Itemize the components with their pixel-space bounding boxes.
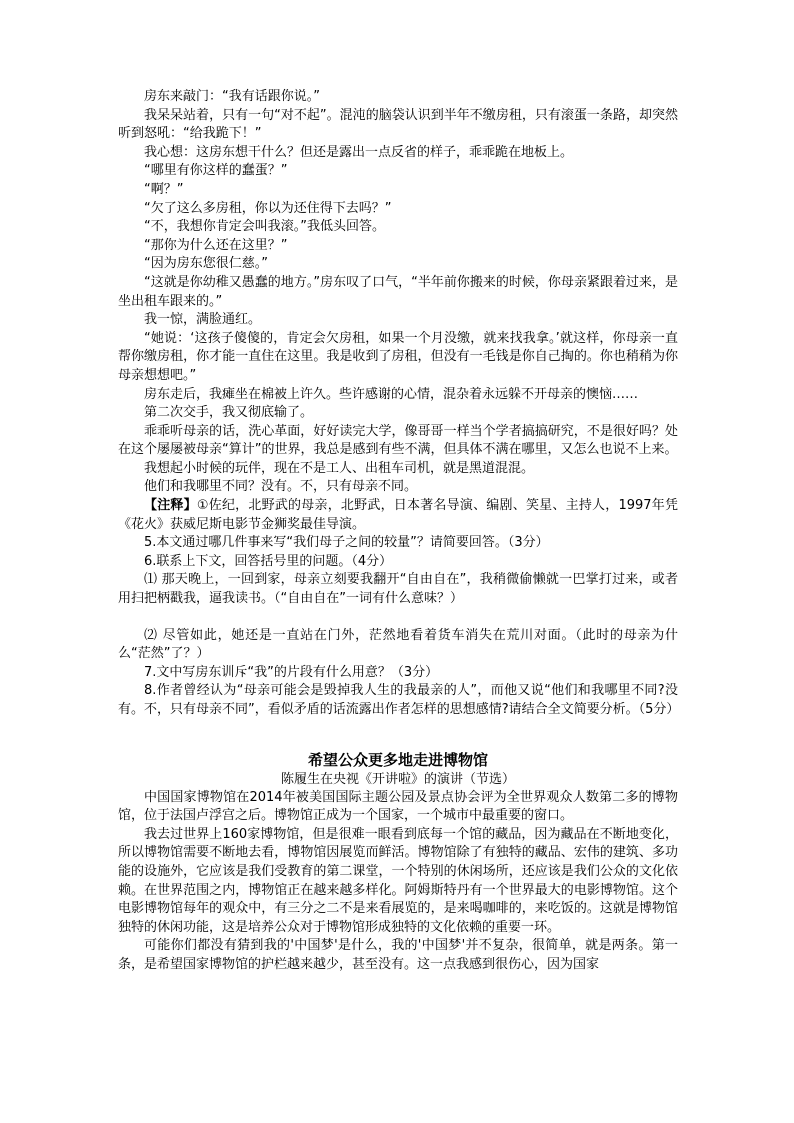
article-subtitle: 陈履生在央视《开讲啦》的演讲（节选） xyxy=(280,771,515,787)
story-section xyxy=(118,88,678,497)
question: 7.文中写房东训斥“我”的片段有什么用意？（3分） xyxy=(144,664,439,680)
question: 6.联系上下文，回答括号里的问题。（4分） xyxy=(144,553,393,569)
answer-space xyxy=(118,609,678,627)
question: ⑴ 那天晚上，一回到家，母亲立刻要我翻开“自由自在”，我稍微偷懒就一巴掌打过来，或者用扫把柄戳我，逼我读书。（“自由自在”一词有什么意味？） xyxy=(118,572,678,607)
note-text: ①佐纪，北野武的母亲，北野武，日本著名导演、编剧、笑星、主持人，1997年凭《花火》获威尼斯电影节金狮奖最佳导演。 xyxy=(118,498,678,532)
paragraph: 房东走后，我瘫坐在棉被上许久。些许感谢的心情，混杂着永远躲不开母亲的懊恼…… xyxy=(144,386,639,402)
paragraph: 我想起小时候的玩伴，现在不是工人、出租车司机，就是黑道混混。 xyxy=(144,460,535,476)
paragraph: “哪里有你这样的蠢蛋？” xyxy=(144,163,288,179)
paragraph: “啊？” xyxy=(144,181,184,197)
paragraph: 乖乖听母亲的话，洗心革面，好好读完大学，像哥哥一样当个学者搞搞研究，不是很好吗？处在这个屡屡被母亲“算计”的世界，我总是感到有些不满，但具体不满在哪里，又怎么也说不上来。 xyxy=(118,423,678,458)
paragraph: 房东来敲门：“我有话跟你说。” xyxy=(144,89,320,104)
questions-section xyxy=(118,534,678,719)
article-paragraph: 中国国家博物馆在2014年被美国国际主题公园及景点协会评为全世界观众人数第二多的博物馆，位于法国卢浮宫之后。博物馆正成为一个国家，一个城市中最重要的窗口。 xyxy=(118,789,678,824)
paragraph: “因为房东您很仁慈。” xyxy=(144,256,268,272)
article-section xyxy=(118,750,678,975)
article-title: 希望公众更多地走进博物馆 xyxy=(307,750,488,769)
section-gap xyxy=(118,720,678,750)
paragraph: 我一惊，满脸通红。 xyxy=(144,312,262,328)
paragraph: 我心想：这房东想干什么？但还是露出一点反省的样子，乖乖跪在地板上。 xyxy=(144,144,574,160)
question: 5.本文通过哪几件事来写“我们母子之间的较量”？请简要回答。（3分） xyxy=(144,535,549,551)
question: 8.作者曾经认为“母亲可能会是毁掉我人生的我最亲的人”，而他又说“他们和我哪里不同?没有。不，只有母亲不同”，看似矛盾的话流露出作者怎样的思想感情?请结合全文简要分析。（5分） xyxy=(118,683,680,717)
note-tag: 【注释】 xyxy=(144,498,197,514)
article-paragraph: 我去过世界上160家博物馆，但是很难一眼看到底每一个馆的藏品，因为藏品在不断地变化，所以博物馆需要不断地去看，博物馆因展览而鲜活。博物馆除了有独特的藏品、宏伟的建筑、多功能的设施外，它应该是我们受教育的第二课堂，一个特别的休闲场所，还应该是我们公众的文化依赖。在世界范围之内，博物馆正在越来越多样化。阿姆斯特丹有一个世界最大的电影博物馆。这个电影博物馆每年的观众中，有三分之二不是来看展览的，是来喝咖啡的，来吃饭的。这就是博物馆独特的休闲功能，这是培养公众对于博物馆形成独特的文化依赖的重要一环。 xyxy=(118,826,678,935)
paragraph: “她说：‘这孩子傻傻的，肯定会欠房租，如果一个月没缴，就来找我拿。’就这样，你母亲一直帮你缴房租，你才能一直住在这里。我是收到了房租，但没有一毛钱是你自己掏的。你也稍稍为你母亲想想吧。” xyxy=(118,330,678,383)
paragraph: 第二次交手，我又彻底输了。 xyxy=(144,405,314,421)
paragraph: “这就是你幼稚又愚蠢的地方。”房东叹了口气，“半年前你搬来的时候，你母亲紧跟着过来，是坐出租车跟来的。” xyxy=(118,274,678,309)
paragraph: “欠了这么多房租，你以为还住得下去吗？” xyxy=(144,200,392,216)
paragraph: 我呆呆站着，只有一句“对不起”。混沌的脑袋认识到半年不缴房租，只有滚蛋一条路，却突然听到怒吼：“给我跪下！” xyxy=(118,107,678,142)
paragraph: “不，我想你肯定会叫我滚。”我低头回答。 xyxy=(144,219,385,235)
paragraph: “那你为什么还在这里？” xyxy=(144,237,288,253)
annotation-note xyxy=(118,497,678,534)
paragraph: 他们和我哪里不同？没有。不，只有母亲不同。 xyxy=(144,479,418,495)
article-paragraph: 可能你们都没有猜到我的'中国梦'是什么，我的'中国梦'并不复杂，很简单，就是两条。第一条，是希望国家博物馆的护栏越来越少，甚至没有。这一点我感到很伤心，因为国家 xyxy=(118,938,678,972)
document-page xyxy=(118,88,678,975)
question: ⑵ 尽管如此，她还是一直站在门外，茫然地看着货车消失在荒川对面。（此时的母亲为什么“茫然”了？） xyxy=(118,627,678,662)
